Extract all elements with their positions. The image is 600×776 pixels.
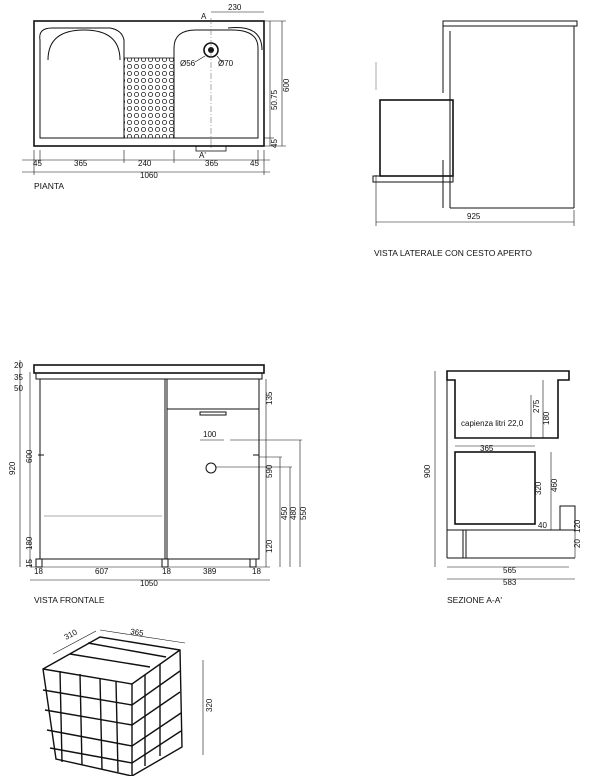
sink-outline: [34, 18, 264, 151]
dim-120: 120: [265, 539, 274, 553]
capacity-label: capienza litri 22,0: [461, 419, 524, 428]
dim-450: 450: [280, 506, 289, 520]
dim-180-sec: 180: [542, 411, 551, 425]
section-mark-a-prime: A': [199, 151, 206, 160]
dim-925: 925: [467, 212, 481, 221]
dim-590: 590: [265, 464, 274, 478]
basket-open: [373, 100, 453, 182]
wire-basket: [43, 637, 182, 776]
dim-45-left: 45: [33, 159, 42, 168]
hole-label-56: Ø56: [180, 59, 196, 68]
hole-label-70: Ø70: [218, 59, 234, 68]
dim-50: 50: [14, 384, 23, 393]
dim-389: 389: [203, 567, 217, 576]
dim-18-b: 18: [162, 567, 171, 576]
dim-100: 100: [203, 430, 217, 439]
vista-frontale-view: [8, 360, 308, 605]
dim-20-sec: 20: [573, 539, 582, 548]
dim-40: 40: [538, 521, 547, 530]
dim-550: 550: [299, 506, 308, 520]
pianta-view: [22, 3, 291, 191]
dim-320-cesto: 320: [205, 698, 214, 712]
dim-310: 310: [62, 627, 79, 642]
dim-607: 607: [95, 567, 109, 576]
dim-180: 180: [25, 536, 34, 550]
dim-18-a: 18: [34, 567, 43, 576]
dim-365-sec: 365: [480, 444, 494, 453]
vista-laterale-view: [373, 21, 577, 258]
sezione-view: [423, 371, 582, 605]
dim-480: 480: [289, 506, 298, 520]
caption-pianta: PIANTA: [34, 181, 65, 191]
dim-365-a: 365: [74, 159, 88, 168]
dim-50-75: 50.75: [270, 89, 279, 110]
dim-460: 460: [550, 478, 559, 492]
dim-15: 15: [25, 559, 34, 568]
dim-45-bottom-right: 45: [250, 159, 259, 168]
dim-600: 600: [282, 78, 291, 92]
dim-120-sec: 120: [573, 519, 582, 533]
dim-240: 240: [138, 159, 152, 168]
dim-365-b: 365: [205, 159, 219, 168]
dim-230: 230: [228, 3, 242, 12]
drain-outlet: [206, 463, 216, 473]
caption-laterale: VISTA LATERALE CON CESTO APERTO: [374, 248, 532, 258]
dim-135: 135: [265, 391, 274, 405]
dim-1060: 1060: [140, 171, 158, 180]
dim-20: 20: [14, 361, 23, 370]
caption-frontale: VISTA FRONTALE: [34, 595, 105, 605]
dim-600-front: 600: [25, 449, 34, 463]
dim-565: 565: [503, 566, 517, 575]
caption-sezione: SEZIONE A-A': [447, 595, 502, 605]
drainer-perforation: [124, 58, 174, 138]
dim-920: 920: [8, 461, 17, 475]
basket-section: [455, 452, 535, 524]
section-mark-a: A: [201, 12, 207, 21]
dim-583: 583: [503, 578, 517, 587]
dim-275: 275: [532, 399, 541, 413]
dim-320-sec: 320: [534, 481, 543, 495]
dim-365-cesto: 365: [129, 627, 145, 638]
dim-1050: 1050: [140, 579, 158, 588]
dim-35: 35: [14, 373, 23, 382]
dim-900: 900: [423, 464, 432, 478]
dim-45-right: 45: [270, 139, 279, 148]
cesto-view: [43, 627, 214, 776]
dim-18-c: 18: [252, 567, 261, 576]
